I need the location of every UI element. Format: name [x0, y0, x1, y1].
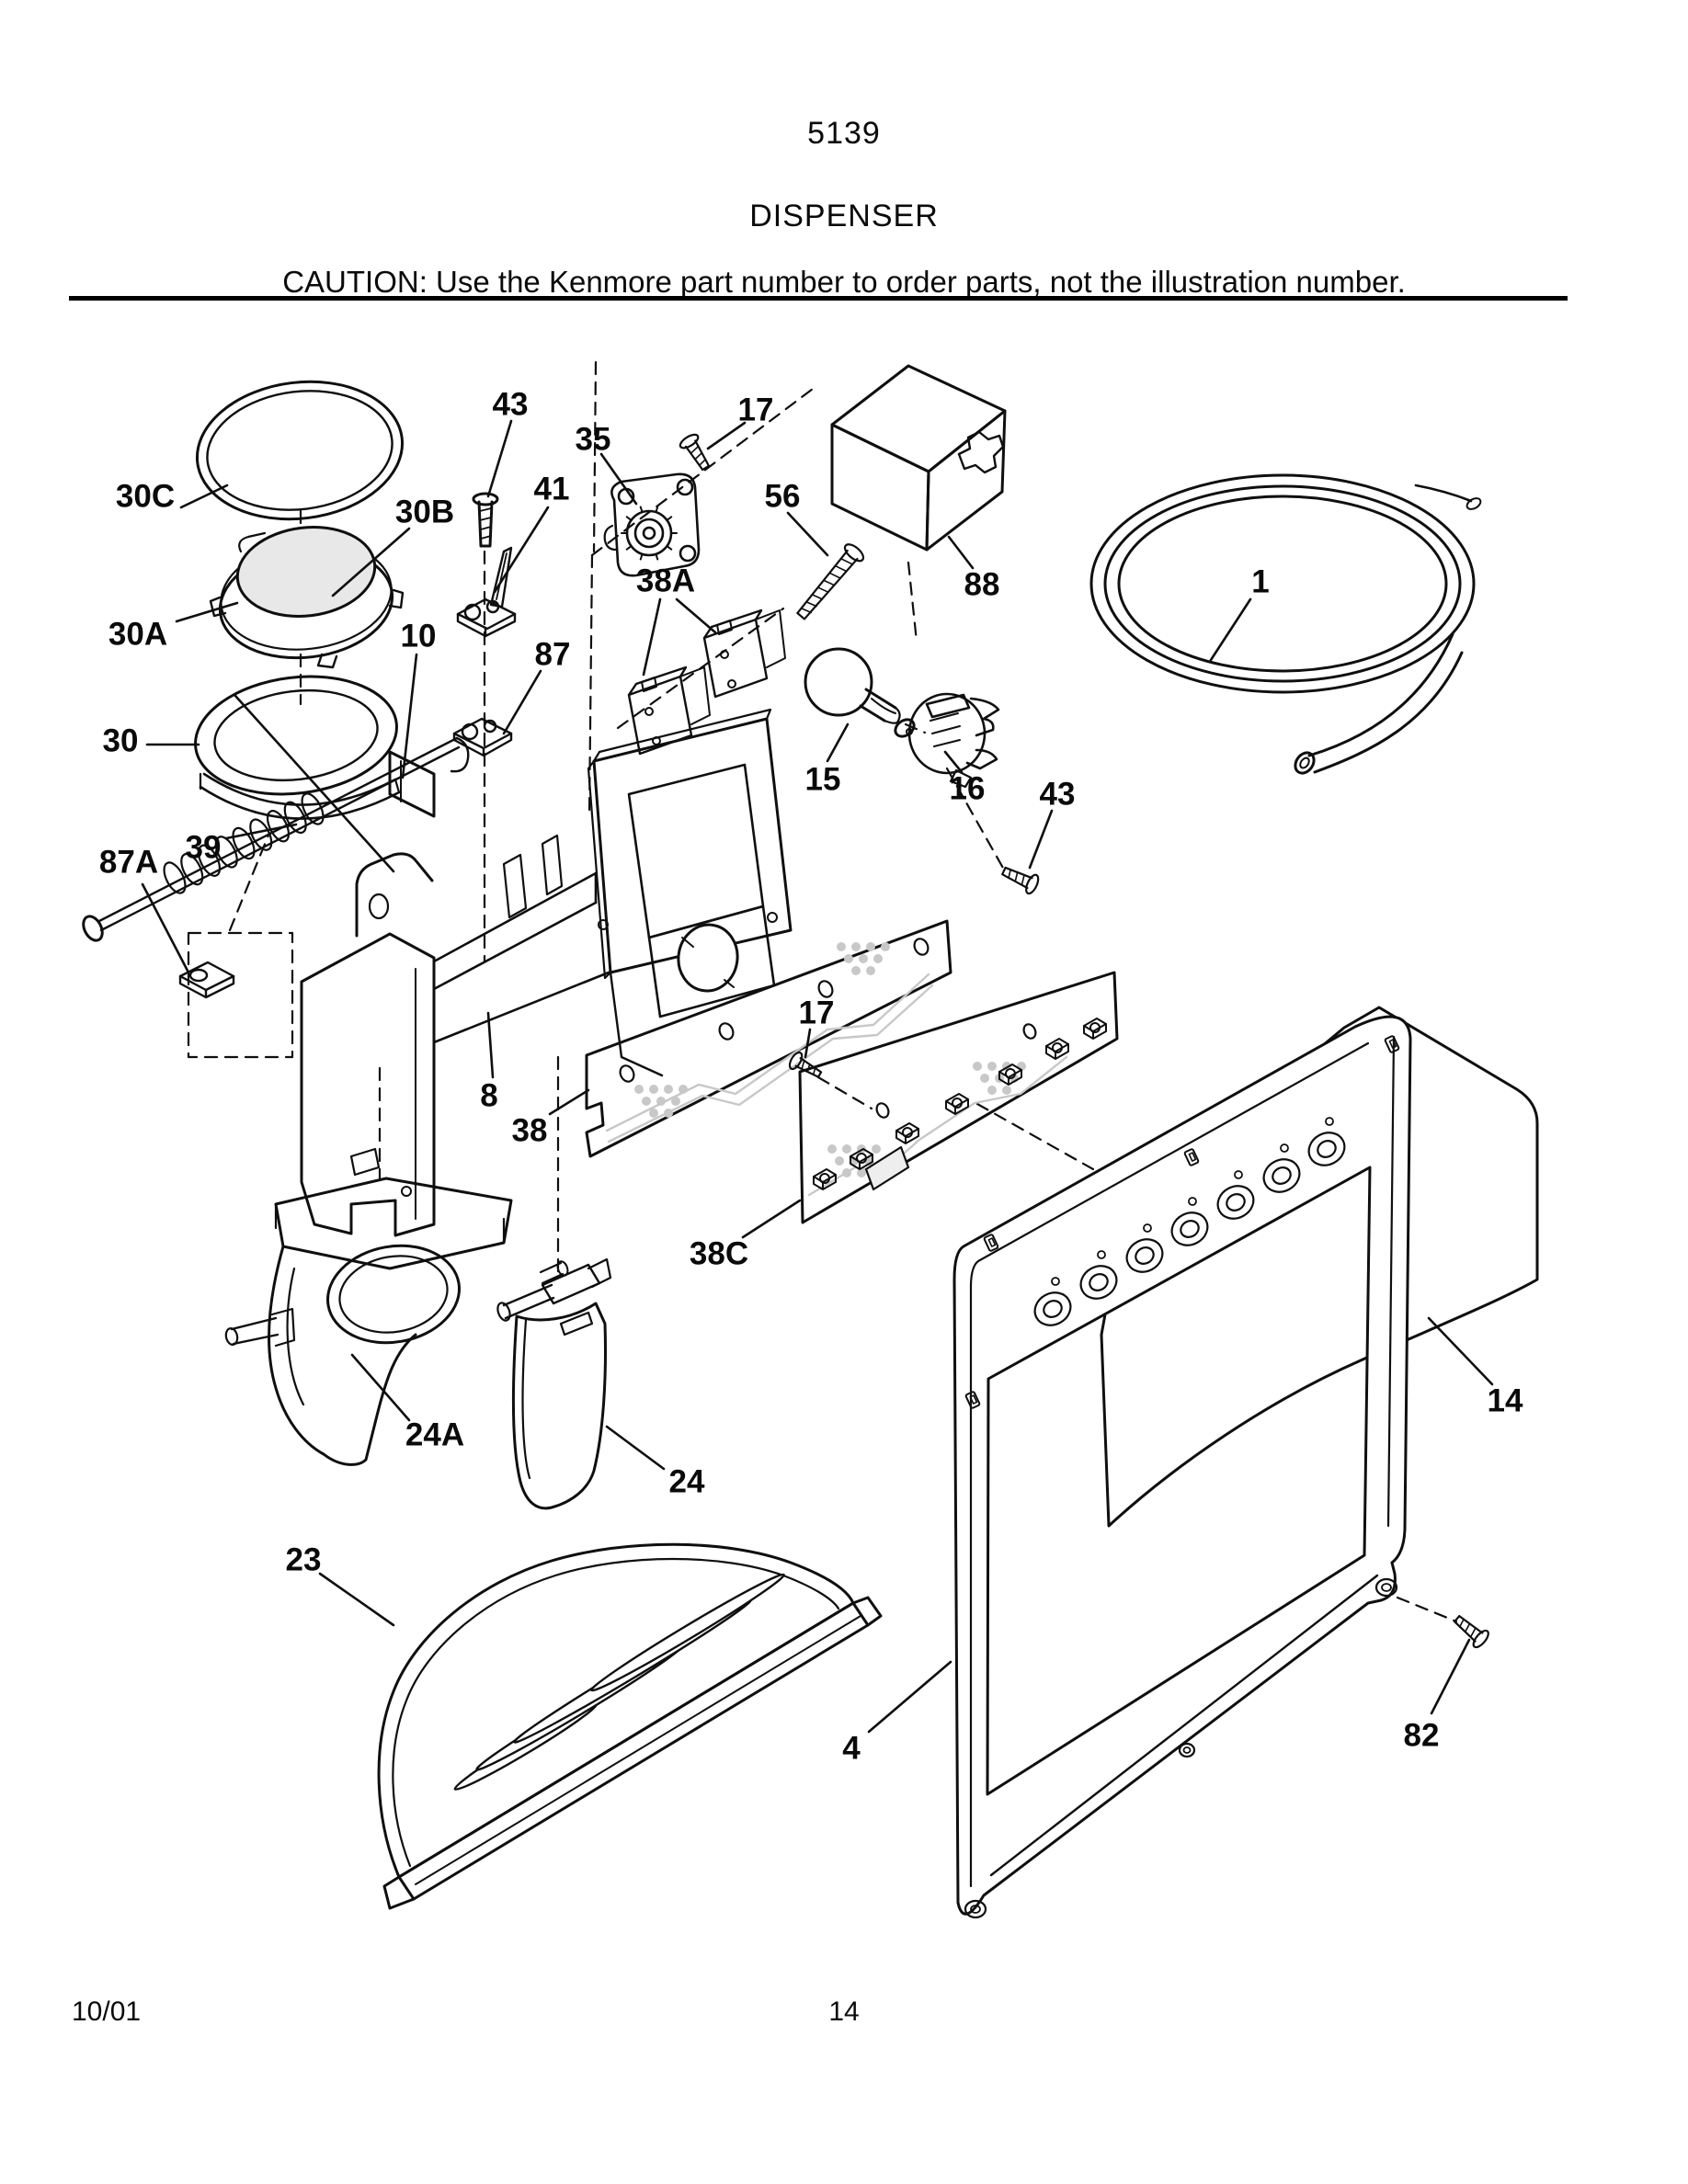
gear-tooth — [641, 554, 643, 560]
part-38c-button-board — [800, 973, 1117, 1223]
solder-dot — [851, 966, 861, 975]
part-82-screw — [1451, 1611, 1491, 1650]
part-30c-ring — [189, 370, 410, 530]
coil-ring — [1105, 486, 1460, 681]
board-hole — [874, 1101, 891, 1120]
gear-tooth — [656, 554, 657, 560]
part-label-17b: 17 — [798, 995, 835, 1031]
solder-dot — [987, 1086, 997, 1095]
leader-line-38A — [644, 599, 660, 675]
button-switch — [1046, 1039, 1068, 1059]
part-label-39: 39 — [185, 829, 222, 866]
solder-dot — [866, 942, 875, 951]
leader-line-4 — [869, 1662, 951, 1732]
button-switch — [1084, 1018, 1106, 1039]
part-43-screw-left — [473, 494, 497, 546]
leader-line-24 — [607, 1427, 664, 1469]
solder-dot — [973, 1062, 982, 1071]
solder-dot — [837, 942, 846, 951]
part-label-38: 38 — [511, 1112, 548, 1149]
part-label-87A: 87A — [98, 844, 159, 881]
solder-dot — [980, 1074, 989, 1083]
solder-dot — [649, 1085, 658, 1094]
part-label-17a: 17 — [737, 392, 774, 428]
leader-line-88 — [949, 537, 973, 568]
caution-emphasis: not — [1049, 265, 1092, 299]
part-label-8: 8 — [480, 1077, 498, 1114]
solder-dot — [872, 1144, 881, 1154]
pcb-hole — [912, 937, 930, 957]
part-label-30: 30 — [102, 722, 139, 759]
part-label-88: 88 — [964, 566, 1000, 603]
leader-line-1 — [1211, 599, 1250, 660]
gear-tooth — [667, 517, 671, 520]
gear-tooth — [667, 546, 671, 550]
part-label-4: 4 — [842, 1730, 861, 1767]
part-label-10: 10 — [400, 618, 437, 654]
leader-line-41 — [495, 507, 548, 592]
part-39-pin-spring — [80, 738, 469, 944]
gear-tooth — [627, 546, 632, 550]
cross-cutout — [959, 432, 1003, 472]
leader-line-87 — [504, 671, 541, 734]
solder-dot — [664, 1085, 673, 1094]
solder-dot — [827, 1144, 837, 1154]
part-label-35: 35 — [575, 421, 611, 458]
part-label-87: 87 — [534, 636, 571, 673]
part-label-43b: 43 — [1039, 776, 1076, 813]
leader-line-43a — [488, 421, 511, 496]
board-hole — [1021, 1022, 1038, 1041]
part-30a-30b-cap — [211, 519, 403, 667]
pcb-hole — [717, 1021, 736, 1041]
part-label-24A: 24A — [405, 1416, 465, 1453]
switch-right — [704, 610, 785, 697]
page-title: DISPENSER — [749, 199, 939, 233]
part-87-plate — [454, 719, 511, 756]
part-label-38C: 38C — [689, 1235, 749, 1272]
part-label-16: 16 — [949, 770, 986, 807]
part-label-43a: 43 — [492, 386, 529, 423]
part-38-control-board — [587, 921, 951, 1156]
part-label-14: 14 — [1487, 1382, 1523, 1419]
solder-dot — [866, 966, 875, 975]
part-43-screw-right — [999, 862, 1041, 895]
leader-line-15 — [827, 724, 848, 761]
part-label-1: 1 — [1251, 563, 1270, 600]
leader-line-38A — [677, 599, 715, 632]
part-24-paddle — [496, 1259, 610, 1508]
spring-coil — [298, 791, 327, 827]
footer-date: 10/01 — [72, 1996, 142, 2027]
leader-line-30A — [177, 603, 237, 621]
part-label-56: 56 — [764, 478, 801, 515]
part-23-drip-tray — [379, 1544, 881, 1908]
solder-dot — [835, 1156, 844, 1166]
leader-line-38C — [743, 1200, 800, 1237]
part-label-24: 24 — [668, 1463, 705, 1500]
gear-tooth — [627, 517, 632, 520]
part-label-30C: 30C — [115, 478, 176, 515]
gear-tooth — [641, 506, 643, 512]
pcb-hole — [618, 1064, 636, 1084]
solder-dot — [881, 942, 890, 951]
solder-dot — [987, 1062, 997, 1071]
part-label-15: 15 — [804, 761, 841, 798]
part-35-dispenser-motor — [605, 474, 699, 575]
part-41-bracket — [458, 548, 515, 636]
gear-tooth — [656, 506, 657, 512]
part-label-30B: 30B — [394, 494, 455, 530]
solder-dot — [859, 954, 868, 963]
leader-line-24A — [352, 1355, 409, 1420]
part-4-front-panel — [954, 1017, 1410, 1917]
button-switch — [896, 1123, 918, 1143]
part-56-screw-long — [793, 541, 866, 623]
caution-prefix: CAUTION: Use the Kenmore part number to order parts, — [282, 265, 1050, 299]
leader-line-8 — [488, 1013, 493, 1077]
part-label-23: 23 — [285, 1541, 322, 1578]
leader-line-23 — [320, 1574, 393, 1625]
part-label-38A: 38A — [635, 563, 696, 599]
button-switch — [946, 1094, 968, 1114]
part-label-82: 82 — [1403, 1717, 1440, 1754]
solder-dot — [842, 1144, 851, 1154]
leader-line-38 — [550, 1090, 588, 1114]
part-1-tubing-coil — [1091, 475, 1482, 777]
doc-number: 5139 — [807, 116, 881, 151]
leader-line-43b — [1030, 811, 1052, 868]
part-88-actuator-box — [832, 366, 1005, 550]
part-17-screw-top — [679, 432, 714, 473]
part-label-30A: 30A — [108, 616, 168, 653]
coil-ring — [1119, 496, 1446, 671]
solder-dot — [642, 1097, 651, 1106]
caution-suffix: the illustration number. — [1091, 265, 1406, 299]
part-24a-ice-chute — [224, 1149, 511, 1464]
solder-dot — [1002, 1086, 1011, 1095]
leader-line-30C — [181, 485, 227, 507]
solder-dot — [851, 942, 861, 951]
solder-dot — [634, 1085, 644, 1094]
part-15-light-bulb — [805, 649, 918, 740]
part-label-41: 41 — [533, 471, 570, 507]
footer-page-number: 14 — [828, 1996, 860, 2027]
tray-groove — [588, 1569, 787, 1696]
solder-dot — [844, 954, 853, 963]
solder-dot — [873, 954, 883, 963]
leader-line-14 — [1429, 1318, 1492, 1384]
coil-ring — [1091, 475, 1474, 692]
spring-coil — [229, 825, 258, 861]
spring-coil — [246, 816, 276, 853]
leader-line-56 — [788, 513, 827, 555]
leader-line-82 — [1431, 1640, 1469, 1713]
